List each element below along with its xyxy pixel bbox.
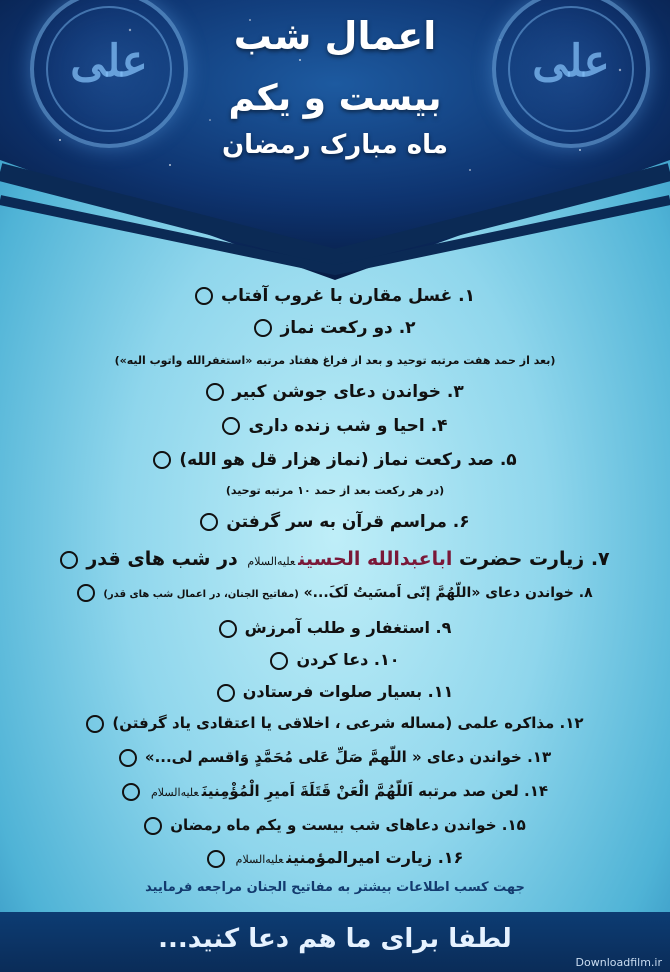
checkbox-circle-icon <box>254 319 272 337</box>
watermark: Downloadfilm.ir <box>575 956 662 969</box>
list-item: ۱۴. لعن صد مرتبه اَللّهُمَّ الْعَنْ قَتَلَةَ اَمیرِ الْمُؤْمِنینَعلیه‌السلام <box>0 782 670 801</box>
list-item: ۹. استغفار و طلب آمرزش <box>0 618 670 638</box>
checkbox-circle-icon <box>122 783 140 801</box>
checkbox-circle-icon <box>206 383 224 401</box>
checkbox-circle-icon <box>219 620 237 638</box>
checkbox-circle-icon <box>207 850 225 868</box>
checkbox-circle-icon <box>222 417 240 435</box>
ali-medallion-left: علی <box>30 0 188 148</box>
checkbox-circle-icon <box>77 584 95 602</box>
item-note: (در هر رکعت بعد از حمد ۱۰ مرتبه توحید) <box>225 484 445 497</box>
list-item: ۱۶. زیارت امیرالمؤمنینعلیه‌السلام <box>0 848 670 868</box>
checkbox-circle-icon <box>195 287 213 305</box>
list-item: ۷. زیارت حضرت اباعبدالله الحسینعلیه‌السلام در شب های قدر <box>0 548 670 570</box>
list-item: ۵. صد رکعت نماز (نماز هزار قل هو الله) <box>0 450 670 470</box>
list-item: ۱۰. دعا کردن <box>0 650 670 670</box>
checkbox-circle-icon <box>119 749 137 767</box>
list-item: ۲. دو رکعت نماز <box>0 318 670 338</box>
checkbox-circle-icon <box>270 652 288 670</box>
list-item: ۱۵. خواندن دعاهای شب بیست و یکم ماه رمضان <box>0 816 670 835</box>
list-item: ۱۳. خواندن دعای « اللّهمَّ صَلِّ عَلی مُحَمَّدٍ وَاقسم لی...» <box>0 748 670 767</box>
title-line-3: ماه مبارک رمضان <box>221 130 448 160</box>
title-line-1: اعمال شب <box>233 14 437 58</box>
checkbox-circle-icon <box>217 684 235 702</box>
list-item: ۱. غسل مقارن با غروب آفتاب <box>0 286 670 306</box>
list-item: ۴. احیا و شب زنده داری <box>0 416 670 436</box>
ali-medallion-right: علی <box>492 0 650 148</box>
checkbox-circle-icon <box>86 715 104 733</box>
list-item: ۳. خواندن دعای جوشن کبیر <box>0 382 670 402</box>
list-item: ۸. خواندن دعای «اللّهُمَّ إنّی اَمسَیتُ لَکَ...» (مفاتیح الجنان، در اعمال شب های قدر) <box>0 584 670 602</box>
prayer-request-text: لطفا برای ما هم دعا کنید... <box>158 924 512 954</box>
list-item: ۱۲. مذاکره علمی (مساله شرعی ، اخلاقی یا اعتقادی یاد گرفتن) <box>0 714 670 733</box>
checkbox-circle-icon <box>60 551 78 569</box>
checkbox-circle-icon <box>144 817 162 835</box>
footer-note: جهت کسب اطلاعات بیشتر به مفاتیح الجنان مراجعه فرمایید <box>145 880 525 895</box>
checkbox-circle-icon <box>153 451 171 469</box>
list-item: ۶. مراسم قرآن به سر گرفتن <box>0 512 670 532</box>
list-item: ۱۱. بسیار صلوات فرستادن <box>0 682 670 702</box>
checkbox-circle-icon <box>200 513 218 531</box>
title-line-2: بیست و یکم <box>228 78 442 119</box>
item-note: (بعد از حمد هفت مرتبه توحید و بعد از فراغ هفتاد مرتبه «استغفرالله واتوب الیه») <box>114 354 556 367</box>
